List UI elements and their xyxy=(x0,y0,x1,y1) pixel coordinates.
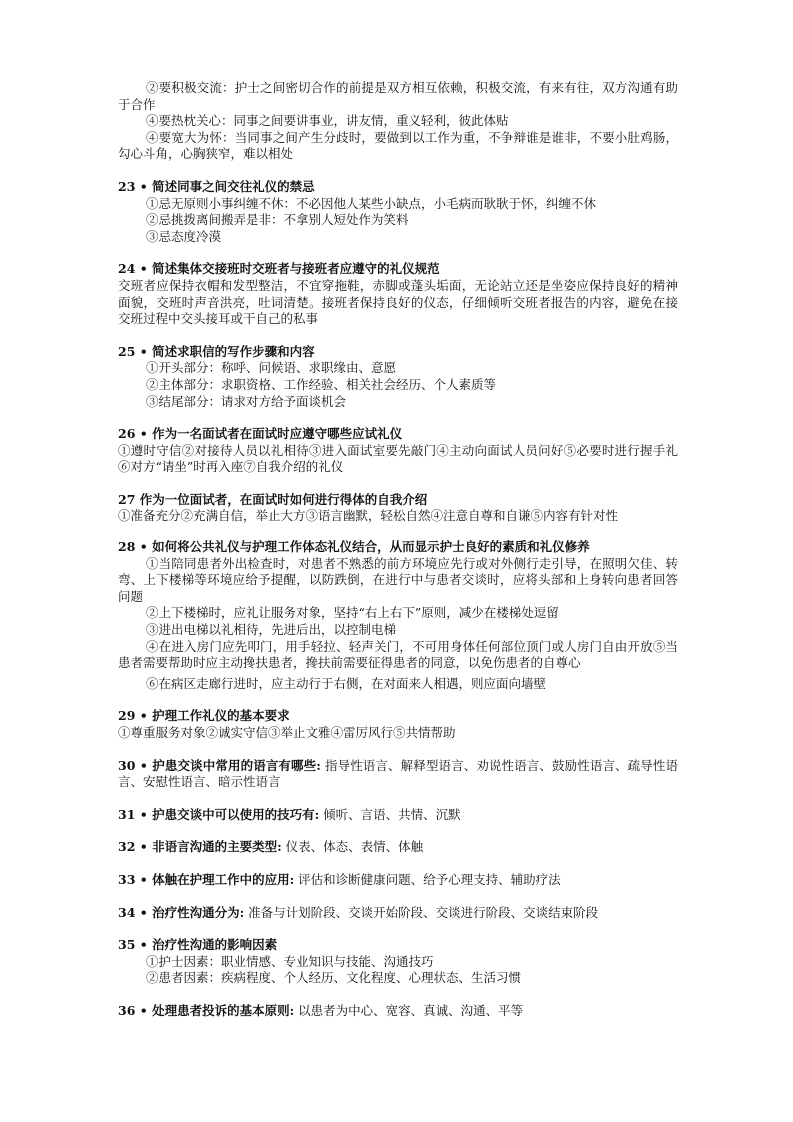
s28-item-2: ②上下楼梯时，应礼让服务对象，坚持“右上右下”原则，减少在楼梯处逗留 xyxy=(146,605,559,621)
s35-item-1: ①护士因素：职业情感、专业知识与技能、沟通技巧 xyxy=(146,953,434,969)
s23-heading: 23 • 简述同事之间交往礼仪的禁忌 xyxy=(118,178,315,194)
s28-item-1: ①当陪同患者外出检查时，对患者不熟悉的前方环境应先行或对外侧行走引导，在照明欠佳、转弯、上下楼梯等环境应给予提醒，以防跌倒，在进行中与患者交谈时，应将头部和上身转向患者回答问题 xyxy=(118,555,678,604)
s34-body: 准备与计划阶段、交谈开始阶段、交谈进行阶段、交谈结束阶段 xyxy=(244,904,599,920)
s24-body: 交班者应保持衣帽和发型整洁，不宜穿拖鞋，赤脚或蓬头垢面，无论站立还是坐姿应保持良好的精神面貌，交班时声音洪亮，吐词清楚。接班者保持良好的仪态，仔细倾听交班者报告的内容，避免在接交班过程中交头接耳或干自己的私事 xyxy=(118,277,678,327)
s31-paragraph xyxy=(118,807,678,824)
s32-heading: 32 • 非语言沟通的主要类型: xyxy=(118,839,282,855)
s22-item-3: ④要热枕关心：同事之间要讲事业，讲友情，重义轻利，彼此体贴 xyxy=(146,113,509,129)
s23-item-3: ③忌态度冷漠 xyxy=(146,228,222,244)
s27-heading: 27 作为一位面试者，在面试时如何进行得体的自我介绍 xyxy=(118,491,428,507)
s35-heading: 35 • 治疗性沟通的影响因素 xyxy=(118,937,278,953)
document-page xyxy=(118,80,678,1020)
s33-body: 评估和诊断健康问题、给予心理支持、辅助疗法 xyxy=(294,871,561,887)
s32-body: 仪表、体态、表情、体触 xyxy=(281,839,424,855)
s36-paragraph xyxy=(118,1003,678,1020)
s30-body: 指导性语言、解释型语言、劝说性语言、鼓励性语言、疏导性语言、安慰性语言、暗示性语言 xyxy=(118,757,678,790)
s33-paragraph xyxy=(118,872,678,889)
s28-item-3: ③进出电梯以礼相待，先进后出，以控制电梯 xyxy=(146,622,397,638)
s23-item-2: ②忌挑拨离间搬弄是非：不拿别人短处作为笑料 xyxy=(146,212,409,228)
s29-body: ①尊重服务对象②诚实守信③举止文雅④雷厉风行⑤共情帮助 xyxy=(118,725,456,740)
s32-paragraph xyxy=(118,839,678,856)
s31-heading: 31 • 护患交谈中可以使用的技巧有: xyxy=(118,806,320,822)
s25-item-2: ②主体部分：求职资格、工作经验、相关社会经历、个人素质等 xyxy=(146,376,497,392)
s36-body: 以患者为中心、宽容、真诚、沟通、平等 xyxy=(294,1002,524,1018)
s26-body: ①遵时守信②对接待人员以礼相待③进入面试室要先敲门④主动向面试人员问好⑤必要时进行握手礼⑥对方“请坐”时再入座⑦自我介绍的礼仪 xyxy=(118,442,678,475)
s26-heading: 26 • 作为一名面试者在面试时应遵守哪些应试礼仪 xyxy=(118,426,403,442)
s25-item-1: ①开头部分：称呼、问候语、求职缘由、意愿 xyxy=(146,360,397,376)
s30-paragraph xyxy=(118,758,678,791)
s28-heading: 28 • 如何将公共礼仪与护理工作体态礼仪结合，从而显示护士良好的素质和礼仪修养 xyxy=(118,539,590,555)
s31-body: 倾听、言语、共情、沉默 xyxy=(319,806,461,822)
s22-item-4: ④要宽大为怀：当同事之间产生分歧时，要做到以工作为重，不争辩谁是谁非，不要小肚鸡肠，勾心斗角，心胸狭窄，难以相处 xyxy=(118,129,678,162)
s28-item-4-5: ④在进入房门应先叩门，用手轻拉、轻声关门，不可用身体任何部位顶门或人房门自由开放⑤当患者需要帮助时应主动搀扶患者，搀扶前需要征得患者的同意，以免伤患者的自尊心 xyxy=(118,638,678,671)
s27-body: ①准备充分②充满自信，举止大方③语言幽默，轻松自然④注意自尊和自谦⑤内容有针对性 xyxy=(118,508,619,524)
s29-heading: 29 • 护理工作礼仪的基本要求 xyxy=(118,708,290,724)
s28-item-6: ⑥在病区走廊行进时，应主动行于右侧，在对面来人相遇，则应面向墙壁 xyxy=(146,675,547,691)
s34-paragraph xyxy=(118,905,678,922)
s24-heading: 24 • 简述集体交接班时交班者与接班者应遵守的礼仪规范 xyxy=(118,261,440,277)
s33-heading: 33 • 体触在护理工作中的应用: xyxy=(118,871,295,887)
s23-item-1: ①忌无原则小事纠缠不休：不必因他人某些小缺点，小毛病而耿耿于怀，纠缠不休 xyxy=(146,195,597,211)
s25-heading: 25 • 简述求职信的写作步骤和内容 xyxy=(118,343,315,359)
s36-heading: 36 • 处理患者投诉的基本原则: xyxy=(118,1002,295,1018)
s22-item-2: ②要积极交流：护士之间密切合作的前提是双方相互依赖，积极交流，有来有往，双方沟通有助于合作 xyxy=(118,80,678,112)
s34-heading: 34 • 治疗性沟通分为: xyxy=(118,904,245,920)
s30-heading: 30 • 护患交谈中常用的语言有哪些: xyxy=(118,757,321,773)
s35-item-2: ②患者因素：疾病程度、个人经历、文化程度、心理状态、生活习惯 xyxy=(146,970,522,986)
s25-item-3: ③结尾部分：请求对方给予面谈机会 xyxy=(146,393,347,409)
